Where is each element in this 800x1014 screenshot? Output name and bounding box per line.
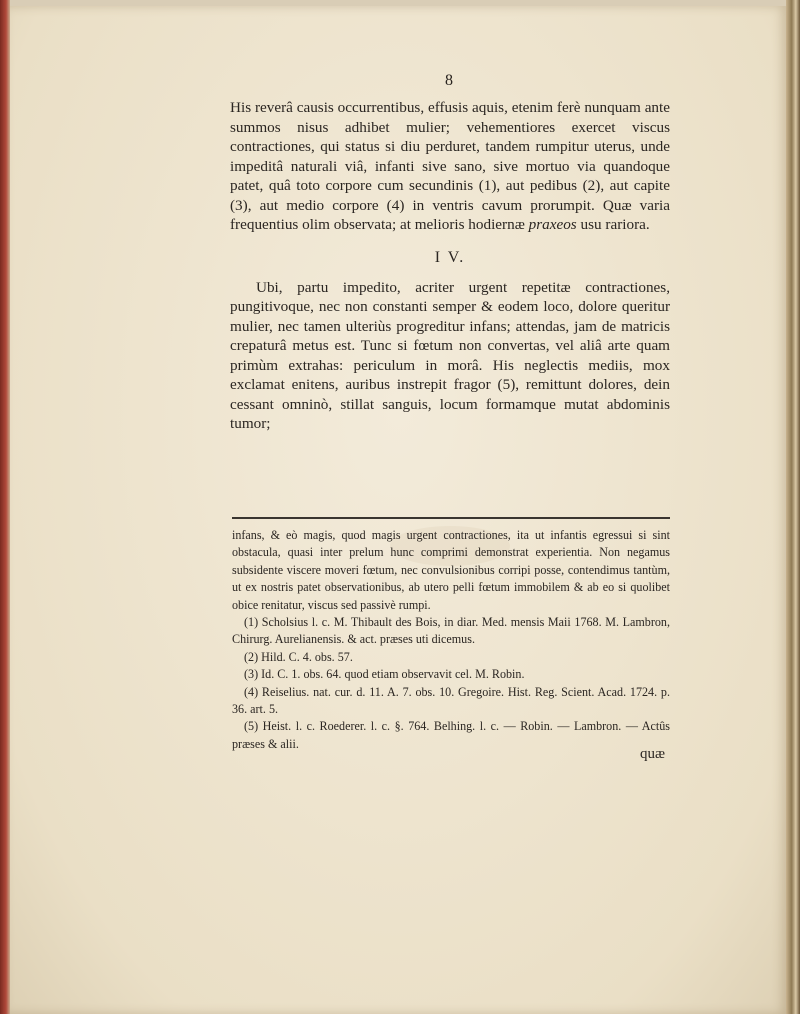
- footnote-1: (1) Scholsius l. c. M. Thibault des Bois, in diar. Med. mensis Maii 1768. M. Lambron, Chirurg. Aurelianensis. & act. præses uti dicemus.: [232, 615, 670, 647]
- paragraph-2: Ubi, partu impedito, acriter urgent repetitæ contractiones, pungitivoque, nec non constanti semper & eodem loco, dolore queritur mulier, nec tamen ulteriùs progreditur infans; attendas, jam de matricis crepaturâ metus est. Tunc si fœtum non convertas, vel aliâ arte quam primùm extrahas: periculum in morâ. His neglectis mediis, mox exclamat enitens, auribus instrepit fragor (5), remittunt dolores, dein cessant omninò, stillat sanguis, locum formamque mutat abdominis tumor;: [230, 278, 670, 432]
- footnote-5: (5) Heist. l. c. Roederer. l. c. §. 764. Belhing. l. c. — Robin. — Lambron. — Actûs præses & alii.: [232, 719, 670, 751]
- footnote-divider: [232, 517, 670, 519]
- footnote-3: (3) Id. C. 1. obs. 64. quod etiam observavit cel. M. Robin.: [244, 667, 525, 682]
- paragraph-1-italic: praxeos: [528, 216, 577, 233]
- footnotes: [232, 527, 670, 753]
- section-heading: I V.: [434, 248, 466, 266]
- footnote-continuation: infans, & eò magis, quod magis urgent contractiones, ita ut infantis egressui si sint obstacula, quasi inter prelum hunc comprimi demonstrat experientia. Non negamus subsidente viscere moveri fœtum, nec convulsionibus corripi posse, contendimus tantùm, ut ex nostris patet observationibus, ab utero pelli fœtum immobilem & ab eo si quolibet obice renitatur, viscus sed passivè rumpi.: [232, 528, 670, 612]
- catchword: quæ: [640, 746, 666, 762]
- page-edge: [786, 0, 800, 1014]
- footnote-4: (4) Reiselius. nat. cur. d. 11. A. 7. obs. 10. Gregoire. Hist. Reg. Scient. Acad. 1724. p. 36. art. 5.: [232, 684, 670, 717]
- paragraph-1: [230, 98, 670, 235]
- paragraph-1-end: usu rariora.: [580, 216, 650, 233]
- page-number: 8: [445, 72, 453, 89]
- main-text: [230, 98, 670, 434]
- book-binding: [0, 0, 10, 1014]
- footnote-2: (2) Hild. C. 4. obs. 57.: [244, 649, 353, 664]
- paragraph-1-text: His reverâ causis occurrentibus, effusis aquis, etenim ferè nunquam ante summos nisus adhibet mulier; vehementiores exercet viscus contractiones, qui status si diu perduret, tandem rumpitur uterus, unde impeditâ naturali viâ, infanti sive sano, sive mortuo via quandoque patet, quâ toto corpore cum secundinis (1), aut pedibus (2), aut capite (3), aut medio corpore (4) in ventris cavum prorumpit. Quæ varia frequentius olim observata; at melioris hodiernæ: [230, 99, 670, 233]
